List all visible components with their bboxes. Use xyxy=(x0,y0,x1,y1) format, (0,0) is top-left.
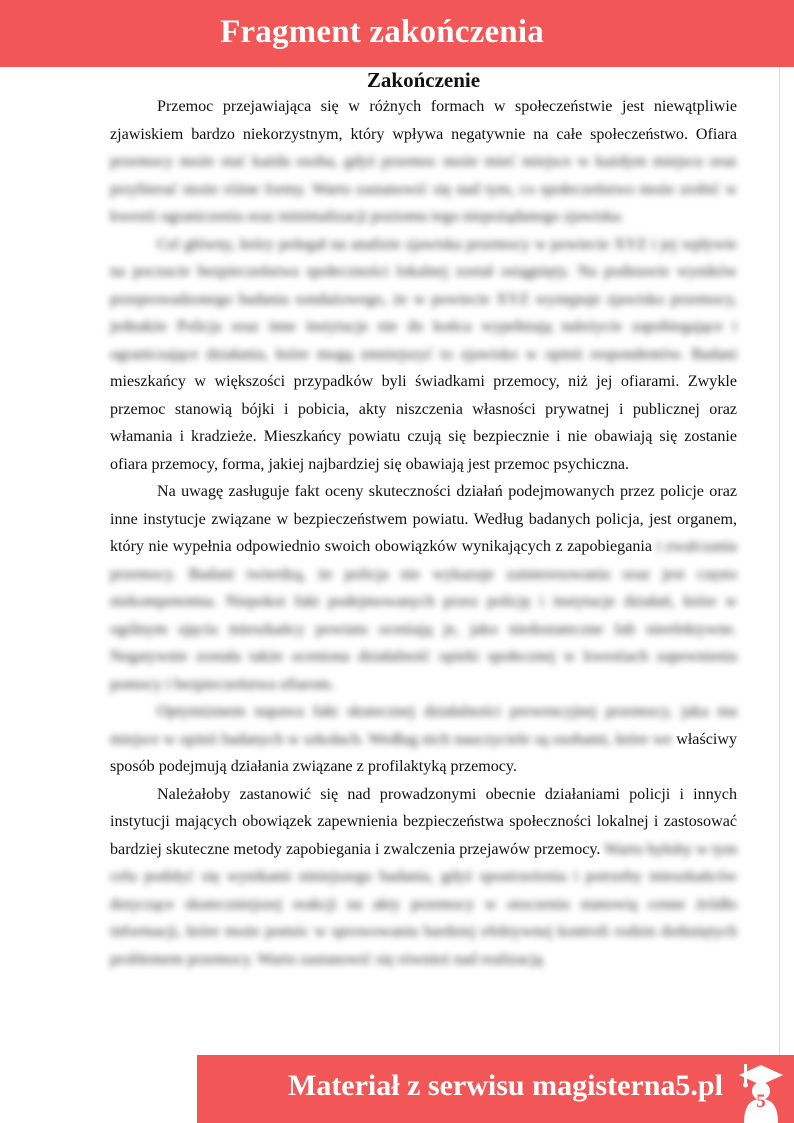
footer-site-link[interactable]: Materiał z serwisu magisterna5.pl xyxy=(288,1069,723,1102)
paragraph-4-visible-text: właściwy sposób podejmują działania związane z profilaktyką przemocy. xyxy=(110,730,737,775)
paragraph-4-blurred-text: Optymizmem napawa fakt skutecznej działalności prewencyjnej przemocy, jaka ma miejsce w opinii badanych w szkołach. Według nich nauczyciele są osobami, które we xyxy=(110,703,737,748)
paragraph-1-visible-text: Przemoc przejawiająca się w różnych formach w społeczeństwie jest niewątpliwie zjawiskiem bardzo niekorzystnym, który wpływa negatywnie na całe społeczeństwo. Ofiara xyxy=(110,98,737,143)
paragraph-1-blurred-text: przemocy może stać każda osoba, gdyż przemoc może mieć miejsce w każdym miejscu oraz przybierać może różne formy. Warto zastanowić się nad tym, co społeczeństwo może zrobić w kwestii ograniczenia oraz minimalizacji poziomu tego niepożądanego zjawiska. xyxy=(110,153,737,225)
document-body xyxy=(110,67,737,973)
footer-banner xyxy=(197,1055,794,1123)
paragraph-5-visible-text: Należałoby zastanowić się nad prowadzonymi obecnie działaniami policji i innych instytucji mających obowiązek zapewnienia bezpieczeństwa społeczności lokalnej i zastosować bardziej skuteczne metody zapobiegania i zwalczenia przejawów przemocy. xyxy=(110,785,737,858)
paragraph-2-blurred-text: Cel główny, który polegał na analizie zjawiska przemocy w powiecie XYZ i jej wpływie na poczucie bezpieczeństwa społeczności lokalnej został osiągnięty. Na podstawie wyników przeprowadzonego badania sondażowego, że w powiecie XYZ występuje zjawisko przemocy, jednakże Policja oraz inne instytucje nie do końca wypełniają należycie zapobiegające i ograniczające działania, które mogą zmniejszyć to zjawisko w opinii respondentów. Badani xyxy=(110,235,737,363)
paragraph-4 xyxy=(110,698,737,781)
header-title: Fragment zakończenia xyxy=(220,14,544,50)
paragraph-3 xyxy=(110,478,737,698)
paragraph-2 xyxy=(110,231,737,479)
header-banner xyxy=(0,0,794,67)
paragraph-5 xyxy=(110,781,737,974)
paragraph-2-visible-text: mieszkańcy w większości przypadków byli świadkami przemocy, niż jej ofiarami. Zwykle przemoc stanowią bójki i pobicia, akty niszczenia własności prywatnej i publicznej oraz włamania i kradzieże. Mieszkańcy powiatu czują się bezpiecznie i nie obawiają się zostanie ofiara przemocy, forma, jakiej najbardziej się obawiają jest przemoc psychiczna. xyxy=(110,373,737,473)
paragraph-3-visible-text: Na uwagę zasługuje fakt oceny skuteczności działań podejmowanych przez policje oraz inne instytucje związane w bezpieczeństwem powiatu. Według badanych policja, jest organem, który nie wypełnia odpowiednio swoich obowiązków wynikających z zapobiegania xyxy=(110,483,737,555)
document-heading: Zakończenie xyxy=(366,68,481,92)
paragraph-3-blurred-text: i zwalczania przemocy. Badani twierdzą, że policja nie wykazuje zainteresowania oraz jest często niekompetentna. Niepokoi fakt podejmowanych przez policję i instytucje działań, które w ogólnym ujęciu mieszkańcy powiatu oceniają je, jako niedostateczne lub nieefektywne. Negatywnie została także oceniona działalność opieki społecznej w kwestiach zapewnienia pomocy i bezpieczeństwa ofiarom. xyxy=(110,538,737,693)
paragraph-1 xyxy=(110,93,737,231)
paragraph-5-blurred-text: Warto byłoby w tym celu podsłyć się wynikami niniejszego badania, gdyż spostrzeżenia i potrzeby mieszkańców dotyczące skuteczniejszej reakcji na akty przemocy w otoczeniu stanowią cenne źródło informacji, które może pomóc w sprowowaniu bardziej efektywnej kontroli rodzin dotkniętych problemem przemocy. Warto zastanowić się również nad realizacją xyxy=(110,840,737,968)
page-number: 5 xyxy=(756,1091,766,1112)
